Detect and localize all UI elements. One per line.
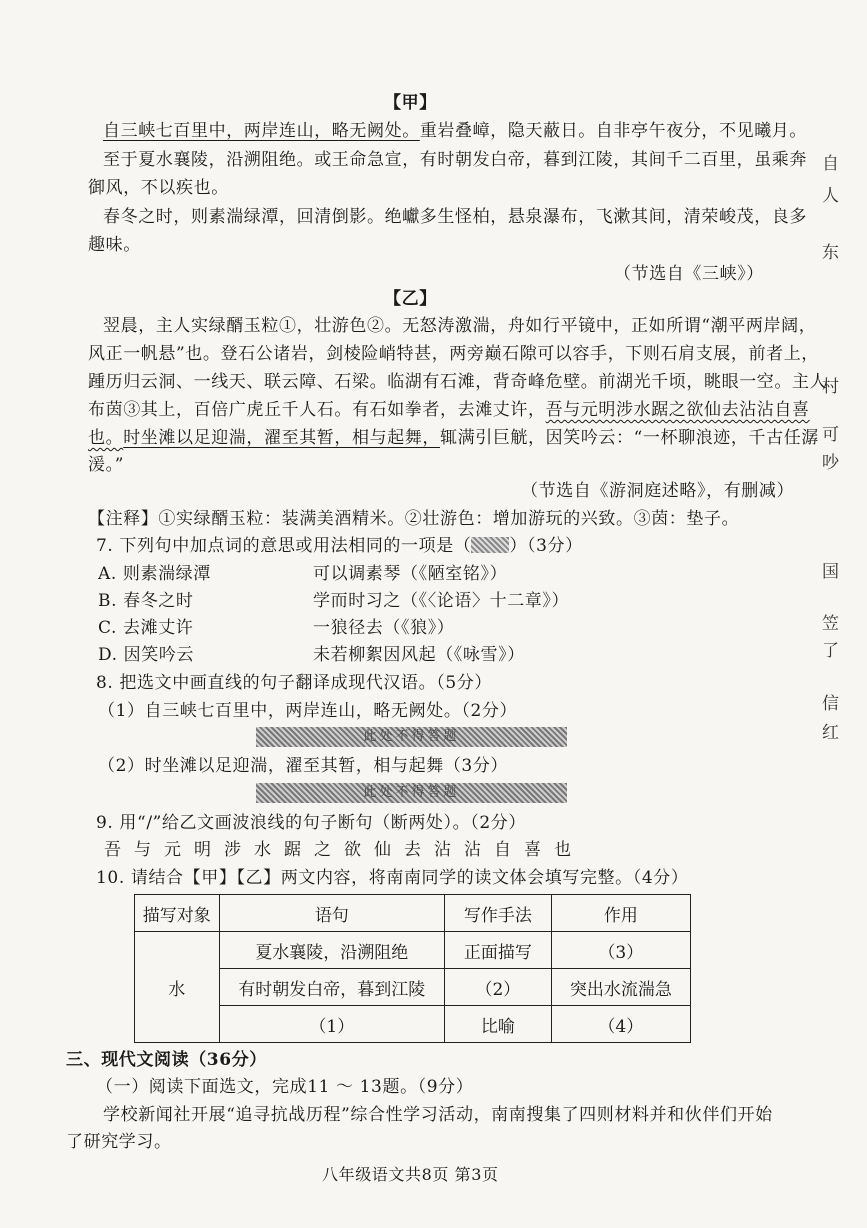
- section-3-title: 三、现代文阅读（36分）: [66, 1050, 267, 1070]
- yi-underlined-sentence: 时坐滩以足迎湍，濯至其暂，相与起舞，: [123, 428, 441, 448]
- q7-option-c-left: C. 去滩丈许: [98, 618, 194, 638]
- q7-option-a-left: A. 则素湍绿潭: [98, 564, 211, 584]
- edge-mark: 村: [822, 377, 839, 397]
- edge-mark: 东: [822, 243, 839, 263]
- q8-answer-area-1: 此处不得答题: [256, 727, 567, 747]
- q7-option-d-right: 未若柳絮因风起（《咏雪》）: [313, 645, 525, 665]
- q10-fill-table: [134, 894, 691, 1043]
- edge-mark: 信: [822, 694, 839, 714]
- header-technique: 写作手法: [445, 895, 552, 932]
- table-cell: 有时朝发白帝，暮到江陵: [219, 969, 445, 1006]
- q9-sentence[interactable]: 吾与元明涉水踞之欲仙去沾沾自喜也: [104, 840, 584, 860]
- jia-paragraph-2-line-2: 御风，不以疾也。: [88, 178, 229, 198]
- table-cell: 正面描写: [445, 932, 552, 969]
- yi-line-6: 湲。”: [88, 455, 124, 475]
- section-3-subtitle: （一）阅读下面选文，完成11 ～ 13题。（9分）: [96, 1077, 474, 1097]
- header-effect: 作用: [551, 895, 690, 932]
- q8-sentence-2: （2）时坐滩以足迎湍，濯至其暂，相与起舞（3分）: [98, 756, 509, 776]
- q7-option-a-right: 可以调素琴（《陋室铭》）: [313, 564, 508, 584]
- section-3-intro-line-1: 学校新闻社开展“追寻抗战历程”综合性学习活动，南南搜集了四则材料并和伙伴们开始: [103, 1105, 773, 1125]
- q7-option-c-right: 一狼径去（《狼》）: [313, 618, 455, 638]
- yi-line-3: 踵历归云洞、一线天、联云障、石梁。临湖有石滩，背奇峰危壁。前湖光千顷，眺眼一空。主人: [88, 372, 828, 392]
- edge-mark: 自: [822, 154, 839, 174]
- annotations: 【注释】①实绿醑玉粒：装满美酒精米。②壮游色：增加游玩的兴致。③茵：垫子。: [88, 509, 740, 529]
- edge-mark: 了: [822, 641, 839, 661]
- q9-stem: 9. 用“/”给乙文画波浪线的句子断句（断两处）。（2分）: [96, 813, 526, 833]
- header-subject: 描写对象: [135, 895, 220, 932]
- table-cell: 突出水流湍急: [551, 969, 690, 1006]
- edge-mark: 国: [822, 562, 839, 582]
- q7-option-d-left: D. 因笑吟云: [98, 645, 195, 665]
- q8-answer-area-2: 此处不得答题: [256, 783, 567, 803]
- jia-source: （节选自《三峡》）: [614, 264, 764, 284]
- q7-stem: 7. 下列句中加点词的意思或用法相同的一项是（ ）（3分）: [96, 536, 583, 556]
- header-sentence: 语句: [219, 895, 445, 932]
- table-cell: 比喻: [445, 1006, 552, 1043]
- yi-line-2: 风正一帆悬”也。登石公诸岩，剑棱险峭特甚，两旁巅石隙可以容手，下则石肩支展，前者上，: [88, 344, 819, 364]
- q8-stem: 8. 把选文中画直线的句子翻译成现代汉语。（5分）: [96, 673, 492, 693]
- yi-source: （节选自《游洞庭述略》，有删减）: [521, 481, 795, 501]
- yi-wavy-sentence: 吾与元明涉水踞之欲仙去沾沾自喜: [545, 400, 810, 420]
- q7-option-b-left: B. 春冬之时: [98, 591, 194, 611]
- page-footer: 八年级语文共8页 第3页: [322, 1165, 499, 1184]
- blank-3[interactable]: （3）: [551, 932, 690, 969]
- jia-paragraph-1: 自三峡七百里中，两岸连山，略无阙处。重岩叠嶂，隐天蔽日。自非亭午夜分，不见曦月。: [103, 121, 808, 141]
- yi-line-1: 翌晨，主人实绿醑玉粒①，壮游色②。无怒涛激湍，舟如行平镜中，正如所谓“潮平两岸阔，: [103, 316, 817, 336]
- q10-stem: 10. 请结合【甲】【乙】两文内容，将南南同学的读文体会填写完整。（4分）: [96, 868, 689, 888]
- jia-paragraph-3-line-2: 趣味。: [88, 235, 141, 255]
- table-cell: 夏水襄陵，沿溯阻绝: [219, 932, 445, 969]
- edge-mark: 人: [822, 186, 839, 206]
- edge-mark: 可: [822, 425, 839, 445]
- yi-line-5: 也。时坐滩以足迎湍，濯至其暂，相与起舞，辄满引巨觥，因笑吟云：“一杯聊浪迹，千古任潺: [88, 428, 819, 448]
- section-3-intro-line-2: 了研究学习。: [66, 1132, 172, 1152]
- yi-line-4: 布茵③其上，百倍广虎丘千人石。有石如拳者，去滩丈许，吾与元明涉水踞之欲仙去沾沾自喜: [88, 400, 810, 420]
- edge-mark: 笠: [822, 614, 839, 634]
- blank-1[interactable]: （1）: [219, 1006, 445, 1043]
- q7-option-b-right: 学而时习之（《〈论语〉十二章》）: [313, 591, 570, 611]
- q7-answer-blank: [471, 537, 509, 553]
- blank-4[interactable]: （4）: [551, 1006, 690, 1043]
- edge-mark: 吵: [822, 453, 839, 473]
- jia-underlined-sentence: 自三峡七百里中，两岸连山，略无阙处。: [103, 121, 420, 141]
- q8-sentence-1: （1）自三峡七百里中，两岸连山，略无阙处。（2分）: [98, 701, 518, 721]
- jia-paragraph-2-line-1: 至于夏水襄陵，沿溯阻绝。或王命急宣，有时朝发白帝，暮到江陵，其间千二百里，虽乘奔: [103, 150, 807, 170]
- blank-2[interactable]: （2）: [445, 969, 552, 1006]
- jia-paragraph-3-line-1: 春冬之时，则素湍绿潭，回清倒影。绝巘多生怪柏，悬泉瀑布，飞漱其间，清荣峻茂，良多: [103, 207, 807, 227]
- jia-heading: 【甲】: [384, 93, 437, 113]
- yi-heading: 【乙】: [384, 289, 437, 309]
- subject-cell: 水: [135, 932, 220, 1043]
- edge-mark: 红: [822, 723, 839, 743]
